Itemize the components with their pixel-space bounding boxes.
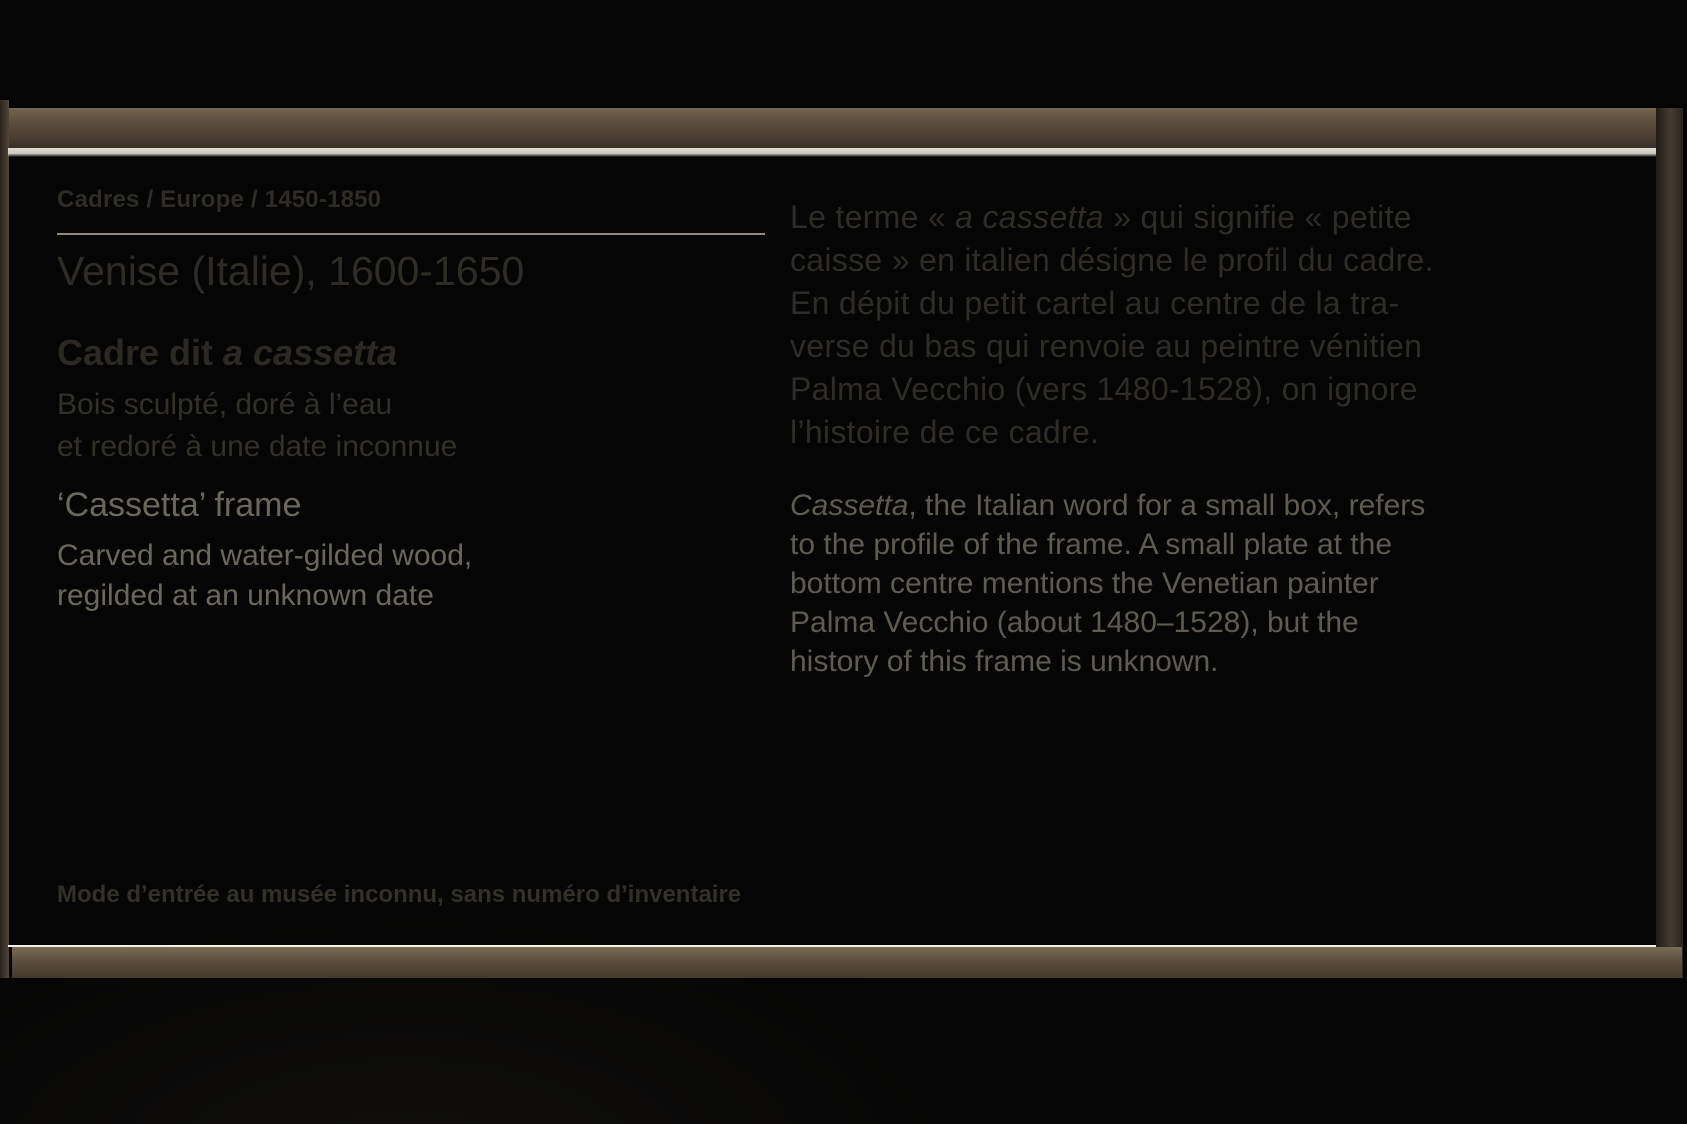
provenance-note: Mode d’entrée au musée inconnu, sans numéro d’inventaire [57,881,742,908]
medium-description-fr: Bois sculpté, doré à l’eau et redoré à une date inconnue [57,388,458,463]
divider-rule [57,233,765,235]
frame-rail-top [8,108,1662,148]
card-top-edge-highlight [8,148,1656,157]
origin-title: Venise (Italie), 1600-1650 [57,248,525,294]
museum-label-card [8,148,1656,947]
object-title-fr: Cadre dit a cassetta [57,332,398,373]
commentary-paragraph-en: Cassetta, the Italian word for a small box, refers to the profile of the frame. A small plate at the bottom centre mentions the Venetian painter Palma Vecchio (about 1480–1528), but the history of this frame is unknown. [790,489,1426,678]
breadcrumb: Cadres / Europe / 1450-1850 [57,186,382,213]
object-title-en: ‘Cassetta’ frame [57,486,302,524]
commentary-paragraph-fr: Le terme « a cassetta » qui signifie « petite caisse » en italien désigne le profil du cadre. En dépit du petit cartel au centre de la tra- verse du bas qui renvoie au peintre vénitien Palma Vecchio (vers 1480-1528), on ignore l’histoire de ce cadre. [790,199,1434,450]
medium-description-en: Carved and water-gilded wood, regilded at an unknown date [57,539,473,612]
frame-rail-right [1656,108,1683,978]
frame-rail-bottom [12,947,1682,978]
